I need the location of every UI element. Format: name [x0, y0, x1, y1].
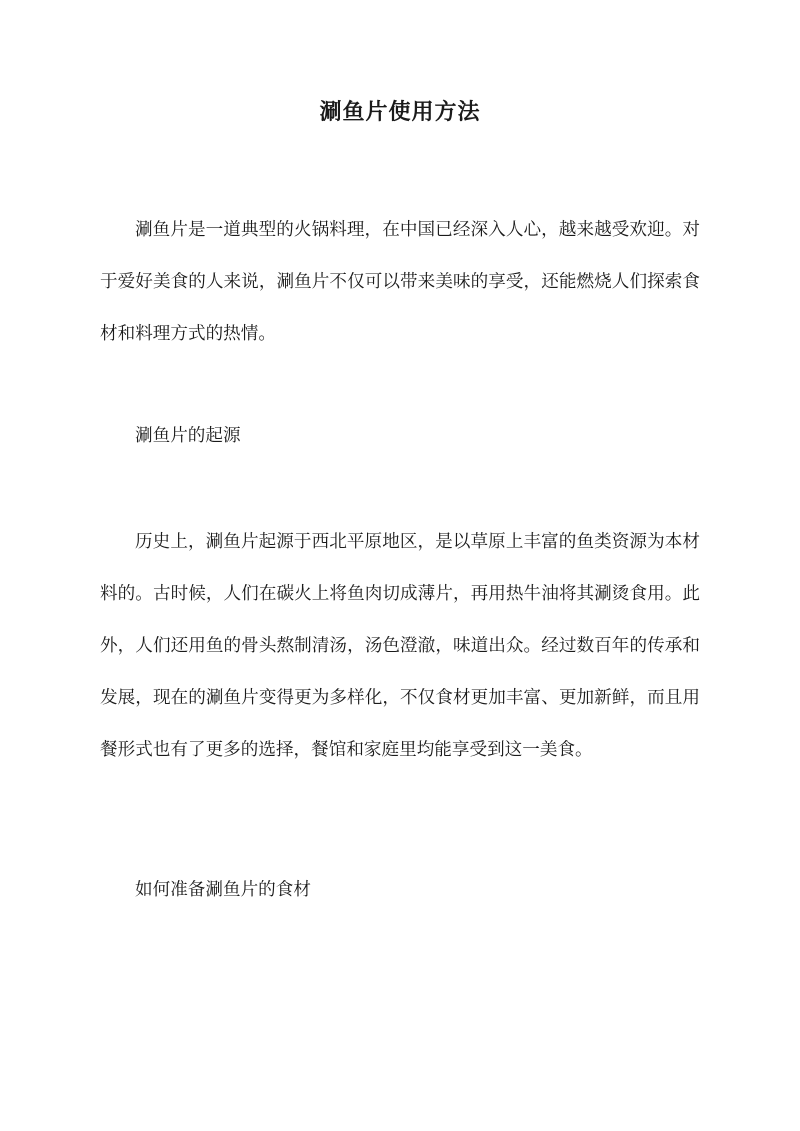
- origin-paragraph: 历史上，涮鱼片起源于西北平原地区，是以草原上丰富的鱼类资源为本材料的。古时候，人们在碳火上将鱼肉切成薄片，再用热牛油将其涮烫食用。此外，人们还用鱼的骨头熬制清汤，汤色澄澈，味道出众。经过数百年的传承和发展，现在的涮鱼片变得更为多样化，不仅食材更加丰富、更加新鲜，而且用餐形式也有了更多的选择，餐馆和家庭里均能享受到这一美食。: [100, 532, 700, 760]
- document-title: 涮鱼片使用方法: [319, 99, 481, 125]
- section-heading-origin: 涮鱼片的起源: [135, 426, 241, 446]
- section-heading-ingredients: 如何准备涮鱼片的食材: [135, 880, 311, 900]
- intro-paragraph: 涮鱼片是一道典型的火锅料理，在中国已经深入人心，越来越受欢迎。对于爱好美食的人来说，涮鱼片不仅可以带来美味的享受，还能燃烧人们探索食材和料理方式的热情。: [100, 220, 700, 344]
